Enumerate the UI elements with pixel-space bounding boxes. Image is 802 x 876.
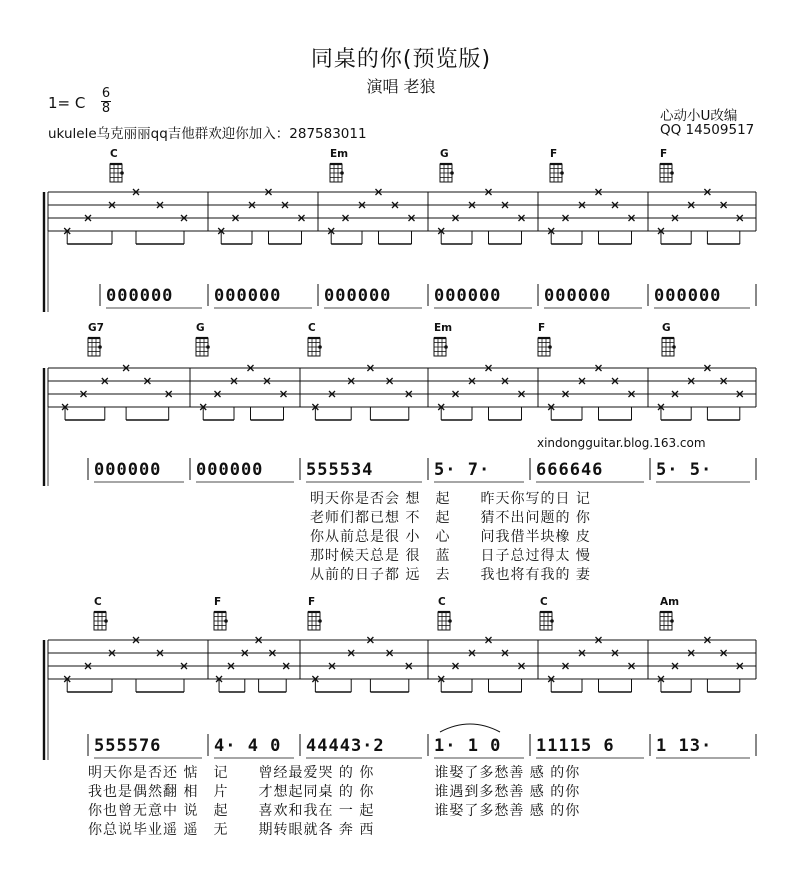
system3-chord-name: C [94,596,102,608]
system1-chord-name: F [550,148,558,160]
system1-numbers-measure: 000000 [544,286,612,306]
system3-chord-diagram-finger-dot [670,619,674,623]
singer-credit: 演唱 老狼 [366,77,436,96]
system3-chord-name: Am [660,596,680,608]
system1-chord-name: Em [330,148,349,160]
arranger-qq: QQ 14509517 [660,122,755,138]
system2-lyric-line: 你从前总是很 小 心 问我借半块橡 皮 [310,529,591,545]
system2-chord-diagram-finger-dot [444,345,448,349]
system2-chord-diagram-finger-dot [548,345,552,349]
system2-chord-name: C [308,322,316,334]
system3-chord-diagram-finger-dot [104,619,108,623]
system2-chord-diagram-finger-dot [98,345,102,349]
system1-numbers-measure: 000000 [654,286,722,306]
system2-lyric-line: 从前的日子都 远 去 我也将有我的 妻 [310,567,591,583]
system2-numbers-measure: 555534 [306,460,374,480]
system1-chord-diagram-finger-dot [340,171,344,175]
system1-chord-name: F [660,148,668,160]
system2-chord-name: G [662,322,671,334]
tie-arc [440,724,500,732]
system1-numbers-measure: 000000 [214,286,282,306]
system2-lyric-line: 明天你是否会 想 起 昨天你写的日 记 [310,491,591,507]
system1-numbers-measure: 000000 [106,286,174,306]
system2-numbers-measure: 000000 [94,460,162,480]
system2-chord-name: F [538,322,546,334]
system3-chord-diagram-finger-dot [448,619,452,623]
meter-bottom: 8 [101,101,111,116]
system2-numbers-measure: 5· 5· [656,460,713,480]
system2-chord-diagram-finger-dot [318,345,322,349]
system1-chord-diagram-finger-dot [560,171,564,175]
system2-chord-diagram-finger-dot [206,345,210,349]
system2-numbers-measure: 000000 [196,460,264,480]
system2-chord-name: G [196,322,205,334]
key-signature: 1= C [48,94,86,112]
system3-chord-name: C [540,596,548,608]
system3-lyric-line: 你总说毕业遥 遥 无 期转眼就各 奔 西 [88,822,375,838]
system2-numbers-measure: 666646 [536,460,604,480]
system3-lyric-line: 明天你是否还 惦 记 曾经最爱哭 的 你 谁娶了多愁善 感 的你 [88,765,581,781]
system2-numbers-measure: 5· 7· [434,460,491,480]
system2-lyric-line: 老师们都已想 不 起 猜不出问题的 你 [310,510,591,526]
system3-numbers-measure: 44443·2 [306,736,385,756]
meter-top: 6 [101,86,111,101]
system1-chord-name: G [440,148,449,160]
system1-chord-name: C [110,148,118,160]
system3-numbers-measure: 4· 4 0 [214,736,282,756]
system3-chord-name: F [214,596,222,608]
system3-chord-name: C [438,596,446,608]
system3-numbers-measure: 1 13· [656,736,713,756]
system1-chord-diagram-finger-dot [670,171,674,175]
system2-lyric-line: 那时候天总是 很 蓝 日子总过得太 慢 [310,548,591,564]
system1-chord-diagram-finger-dot [120,171,124,175]
system2-chord-diagram-finger-dot [672,345,676,349]
system3-numbers-measure: 555576 [94,736,162,756]
system3-lyric-line: 我也是偶然翻 相 片 才想起同桌 的 你 谁遇到多愁善 感 的你 [88,784,581,800]
system1-numbers-measure: 000000 [434,286,502,306]
system3-numbers-measure: 1· 1 0 [434,736,502,756]
system2-chord-name: Em [434,322,453,334]
watermark-url: xindongguitar.blog.163.com [537,436,706,450]
system3-lyric-line: 你也曾无意中 说 起 喜欢和我在 一 起 谁娶了多愁善 感 的你 [88,803,581,819]
system3-chord-diagram-finger-dot [318,619,322,623]
system3-chord-diagram-finger-dot [550,619,554,623]
system3-chord-diagram-finger-dot [224,619,228,623]
song-title: 同桌的你(预览版) [310,47,492,72]
system1-numbers-measure: 000000 [324,286,392,306]
system3-chord-name: F [308,596,316,608]
qq-group-notice: ukulele乌克丽丽qq吉他群欢迎你加入：287583011 [48,126,367,142]
system3-numbers-measure: 11115 6 [536,736,615,756]
system2-chord-name: G7 [88,322,104,334]
arranger-credit: 心动小U改编 [660,108,738,124]
system1-chord-diagram-finger-dot [450,171,454,175]
